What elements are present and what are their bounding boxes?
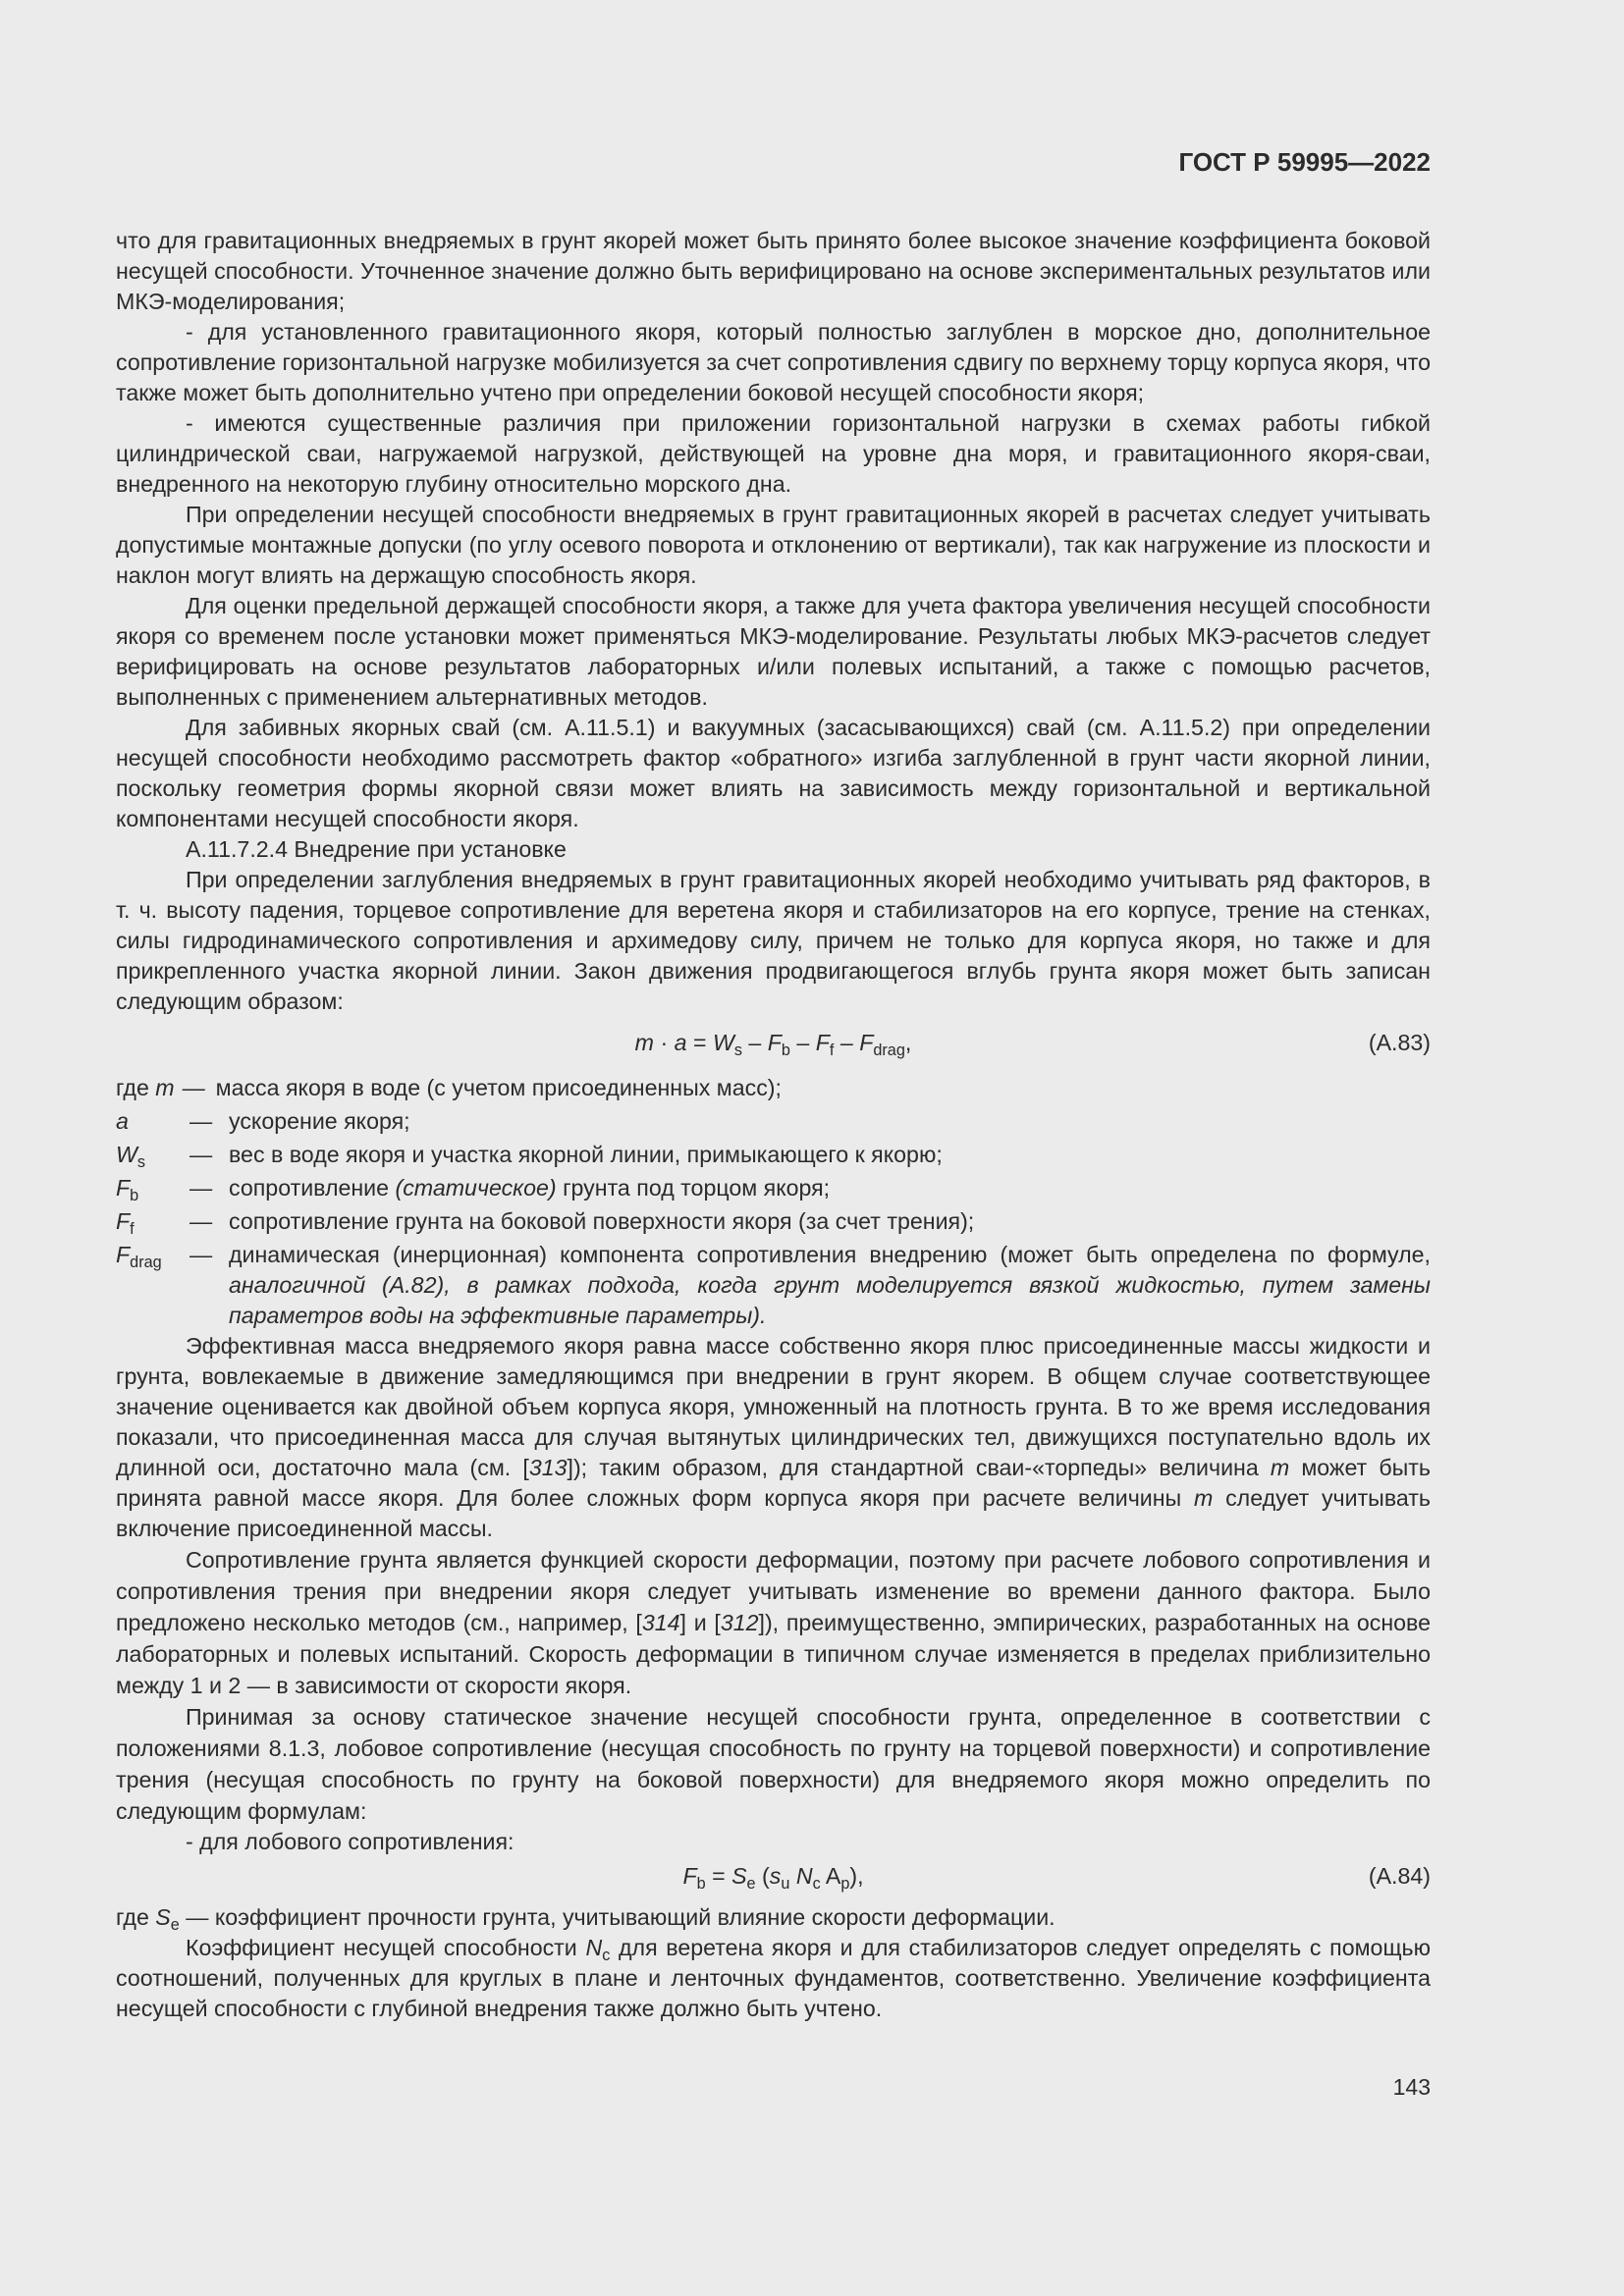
paragraph: Принимая за основу статическое значение несущей способности грунта, определенное в соответствии с положениями 8.1.3, лобовое сопротивление (несущая способность по грунту на торцевой поверхности) и сопротивление трения (несущая способность по грунту на боковой поверхности) для внедряемого якоря можно определить по следующим формулам: [116, 1704, 1431, 1824]
paragraph: При определении заглубления внедряемых в грунт гравитационных якорей необходимо учитывать ряд факторов, в т. ч. высоту падения, торцевое сопротивление для веретена якоря и стабилизаторов на его корпусе, трение на стенках, силы гидродинамического сопротивления и архимедову силу, причем не только для корпуса якоря, но также и для прикрепленного участка якорной линии. Закон движения продвигающегося вглубь грунта якоря может быть записан следующим образом: [116, 867, 1431, 1014]
where-row-m: где m — масса якоря в воде (с учетом присоединенных масс); [116, 1073, 1431, 1103]
where-text: ускорение якоря; [229, 1108, 410, 1134]
list-item: - для установленного гравитационного якоря, который полностью заглублен в морское дно, дополнительное сопротивление горизонтальной нагрузке мобилизуется за счет сопротивления сдвигу по верхнему торцу корпуса якоря, что также может быть дополнительно учтено при определении боковой несущей способности якоря; [116, 319, 1431, 405]
paragraph: Коэффициент несущей способности $N_c$ для веретена якоря и для стабилизаторов следует определять с помощью соотношений, полученных для круглых в плане и ленточных фундаментов, соответственно. Увеличение коэффициента несущей способности с глубиной внедрения также должно быть учтено. [116, 1935, 1431, 2021]
formula-expression: $m \cdot a = W_s - F_b - F_f - F_{drag}$, [634, 1030, 912, 1059]
where-text: вес в воде якоря и участка якорной линии, примыкающего к якорю; [229, 1142, 943, 1167]
where-row-a: a — ускорение якоря; [116, 1106, 1431, 1137]
paragraph: Сопротивление грунта является функцией скорости деформации, поэтому при расчете лобового сопротивления и сопротивления трения при внедрении якоря следует учитывать изменение во времени данного фактора. Было предложено несколько методов (см., например, [314] и [312]), преимущественно, эмпирических, разработанных на основе лабораторных и полевых испытаний. Скорость деформации в типичном случае изменяется в пределах приблизительно между 1 и 2 — в зависимости от скорости якоря. [116, 1547, 1431, 1698]
where-symbol: где m [116, 1075, 175, 1100]
where-row-se: где $S_e$ — коэффициент прочности грунта, учитывающий влияние скорости деформации. [116, 1904, 1056, 1934]
paragraph: Для оценки предельной держащей способности якоря, а также для учета фактора увеличения несущей способности якоря со временем после установки может применяться МКЭ-моделирование. Результаты любых МКЭ-расчетов следует верифицировать на основе результатов лабораторных и/или полевых испытаний, а также с помощью расчетов, выполненных с применением альтернативных методов. [116, 593, 1431, 710]
formula-number: (А.84) [1368, 1863, 1431, 1889]
where-text: сопротивление грунта на боковой поверхности якоря (за счет трения); [229, 1208, 975, 1234]
paragraph: Для забивных якорных свай (см. А.11.5.1) и вакуумных (засасывающихся) свай (см. А.11.5.2) при определении несущей способности необходимо рассмотреть фактор «обратного» изгиба заглубленной в грунт части якорной линии, поскольку геометрия формы якорной связи может влиять на зависимость между горизонтальной и вертикальной компонентами несущей способности якоря. [116, 715, 1431, 831]
paragraph: что для гравитационных внедряемых в грунт якорей может быть принято более высокое значение коэффициента боковой несущей способности. Уточненное значение должно быть верифицировано на основе экспериментальных результатов или МКЭ-моделирования; [116, 228, 1431, 314]
paragraph: Эффективная масса внедряемого якоря равна массе собственно якоря плюс присоединенные массы жидкости и грунта, вовлекаемые в движение замедляющимся при внедрении в грунт якорем. В общем случае соответствующее значение оценивается как двойной объем корпуса якоря, умноженный на плотность грунта. В то же время исследования показали, что присоединенная масса для случая вытянутых цилиндрических тел, движущихся поступательно вдоль их длинной оси, достаточно мала (см. [313]); таким образом, для стандартной сваи-«торпеды» величина m может быть принята равной массе якоря. Для более сложных форм корпуса якоря при расчете величины m следует учитывать включение присоединенной массы. [116, 1333, 1431, 1541]
list-item: - имеются существенные различия при приложении горизонтальной нагрузки в схемах работы гибкой цилиндрической сваи, нагружаемой нагрузкой, действующей на уровне дна моря, и гравитационного якоря-сваи, внедренного на некоторую глубину относительно морского дна. [116, 410, 1431, 497]
body-text [116, 226, 1431, 2024]
document-id-header: ГОСТ Р 59995—2022 [1178, 147, 1431, 177]
where-text: динамическая (инерционная) компонента сопротивления внедрению (может быть определена по формуле, аналогичной (А.82), в рамках подхода, когда грунт моделируется вязкой жидкостью, путем замены параметров воды на эффективные параметры). [229, 1242, 1431, 1328]
page-number: 143 [1392, 2074, 1431, 2100]
where-row-ff: $F_f$ — сопротивление грунта на боковой поверхности якоря (за счет трения); [116, 1206, 1431, 1237]
formula-a84 [116, 1859, 1431, 1896]
where-text: масса якоря в воде (с учетом присоединенных масс); [215, 1075, 782, 1100]
section-heading: А.11.7.2.4 Внедрение при установке [186, 836, 567, 862]
formula-a83 [116, 1026, 1431, 1063]
list-item: - для лобового сопротивления: [186, 1829, 514, 1854]
where-text: сопротивление (статическое) грунта под торцом якоря; [229, 1175, 831, 1201]
where-row-fdrag: $F_{drag}$ — динамическая (инерционная) компонента сопротивления внедрению (может быть определена по формуле, аналогичной (А.82), в рамках подхода, когда грунт моделируется вязкой жидкостью, путем замены параметров воды на эффективные параметры). [116, 1240, 1431, 1331]
paragraph: При определении несущей способности внедряемых в грунт гравитационных якорей в расчетах следует учитывать допустимые монтажные допуски (по углу осевого поворота и отклонению от вертикали), так как нагружение из плоскости и наклон могут влиять на держащую способность якоря. [116, 502, 1431, 588]
formula-number: (А.83) [1368, 1030, 1431, 1055]
where-row-fb: $F_b$ — сопротивление (статическое) грунта под торцом якоря; [116, 1173, 1431, 1203]
where-row-ws: $W_s$ — вес в воде якоря и участка якорной линии, примыкающего к якорю; [116, 1140, 1431, 1170]
formula-expression: $F_b = S_e$ ($s_u$ $N_c$ $A_p$), [682, 1863, 864, 1893]
